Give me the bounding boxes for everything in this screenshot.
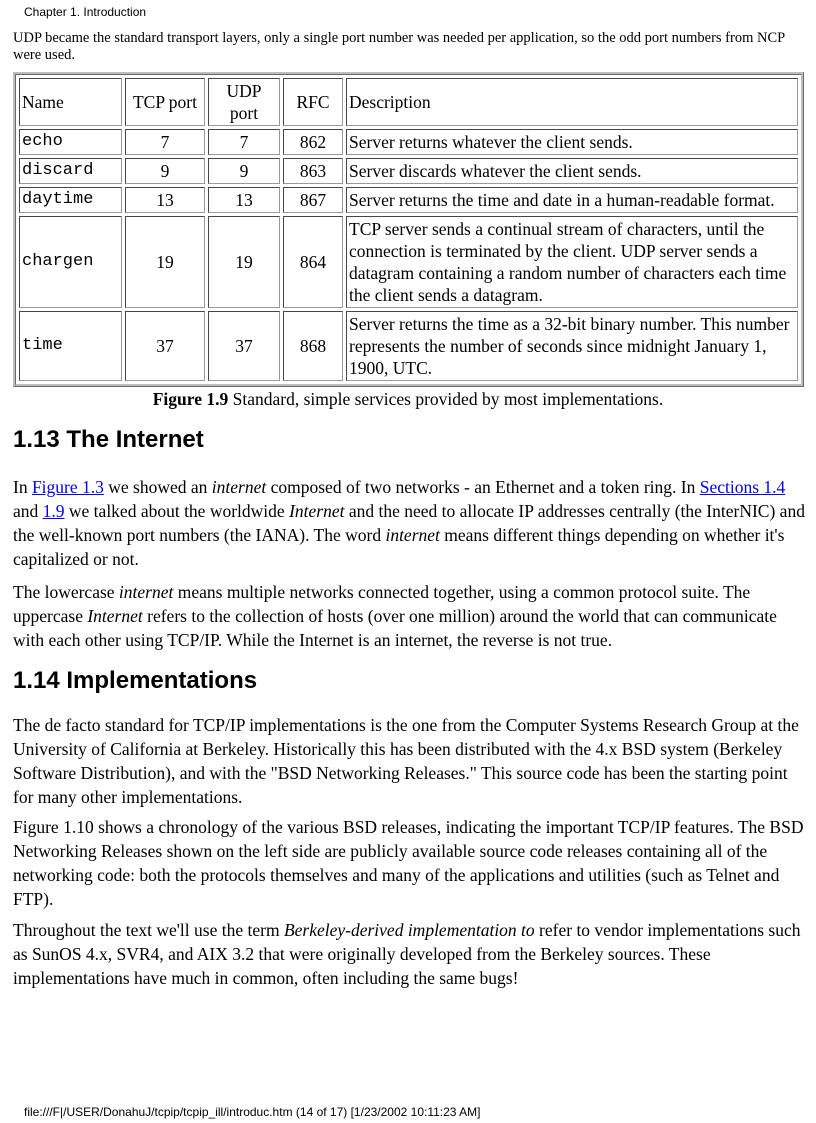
emphasis: Internet [289,501,345,521]
link-section-1-9[interactable]: 1.9 [42,501,65,521]
tcp-port: 13 [125,187,205,213]
table-row [19,158,798,184]
intro-text: UDP became the standard transport layers, only a single port number was needed per application, so the odd port numbers from NCP were used. [13,30,785,63]
text-run: In [13,477,32,497]
text-run: we talked about the worldwide [64,501,290,521]
rfc-number: 867 [283,187,343,213]
text-run: The lowercase [13,582,119,602]
impl-paragraph-3 [13,918,805,990]
services-table-wrap [13,72,804,387]
text-run: refer to vendor implementations such as SunOS 4.x, SVR4, and AIX 3.2 that were originally developed from the Berkeley sources. These implementations have much in common, often including the same bugs! [13,920,801,988]
rfc-number: 864 [283,216,343,308]
table-row [19,311,798,381]
section-title-implementations: 1.14 Implementations [13,667,258,694]
emphasis: Internet [87,606,143,626]
service-name: time [19,311,122,381]
link-figure-1-3[interactable]: Figure 1.3 [31,477,104,497]
table-row [19,216,798,308]
text-run: Throughout the text we'll use the term [13,920,284,940]
figure-caption [0,389,816,410]
service-name: daytime [19,187,122,213]
header-tcp-port: TCP port [125,78,205,126]
service-description: Server returns the time and date in a human-readable format. [346,187,798,213]
emphasis: internet [211,477,267,497]
udp-port: 19 [208,216,280,308]
impl-paragraph-2: Figure 1.10 shows a chronology of the various BSD releases, indicating the important TCP/IP features. The BSD Networking Releases shown on the left side are publicly available source code releases containing all of the networking code: both the protocols themselves and many of the applications and utilities (such as Telnet and FTP). [13,817,804,909]
service-description: Server discards whatever the client sends. [346,158,798,184]
tcp-port: 19 [125,216,205,308]
udp-port: 7 [208,129,280,155]
figure-label: Figure 1.9 [152,389,229,409]
rfc-number: 862 [283,129,343,155]
figure-caption-text: Standard, simple services provided by most implementations. [228,389,664,409]
table-header-row [19,78,798,126]
service-description: Server returns the time as a 32-bit binary number. This number represents the number of seconds since midnight January 1, 1900, UTC. [346,311,798,381]
emphasis: internet [385,525,440,545]
tcp-port: 9 [125,158,205,184]
header-description: Description [346,78,798,126]
services-table [13,72,804,387]
udp-port: 37 [208,311,280,381]
header-rfc: RFC [283,78,343,126]
text-run: and [13,501,43,521]
text-run: refers to the collection of hosts (over one million) around the world that can communicate with each other using TCP/IP. While the Internet is an internet, the reverse is not true. [13,606,777,650]
table-row [19,187,798,213]
impl-paragraph-1: The de facto standard for TCP/IP implementations is the one from the Computer Systems Research Group at the University of California at Berkeley. Historically this has been distributed with the 4.x BSD system (Berkeley Software Distribution), and with the "BSD Networking Releases." This source code has been the starting point for many other implementations. [13,715,799,807]
text-run: composed of two networks - an Ethernet and a token ring. In [266,477,700,497]
header-udp-port: UDP port [208,78,280,126]
service-description: Server returns whatever the client sends. [346,129,798,155]
section-title-internet: 1.13 The Internet [13,426,204,453]
tcp-port: 37 [125,311,205,381]
text-run: means multiple networks connected together, using a common protocol suite. The uppercase [13,582,751,626]
rfc-number: 868 [283,311,343,381]
text-run: and the need to allocate IP addresses centrally (the InterNIC) and the well-known port numbers (the IANA). The word [13,501,805,545]
service-description: TCP server sends a continual stream of characters, until the connection is terminated by the client. UDP server sends a datagram containing a random number of characters each time the client sends a datagram. [346,216,798,308]
link-sections-1-4[interactable]: Sections 1.4 [699,477,786,497]
service-name: discard [19,158,122,184]
file-path-footer: file:///F|/USER/DonahuJ/tcpip/tcpip_ill/introduc.htm (14 of 17) [1/23/2002 10:11:23 AM] [24,1105,481,1119]
header-name: Name [19,78,122,126]
internet-paragraph-2 [13,580,805,652]
chapter-header: Chapter 1. Introduction [24,5,147,19]
text-run: we showed an [103,477,212,497]
udp-port: 13 [208,187,280,213]
service-name: echo [19,129,122,155]
rfc-number: 863 [283,158,343,184]
text-run: means different things depending on whether it's capitalized or not. [13,525,785,569]
tcp-port: 7 [125,129,205,155]
emphasis: internet [118,582,174,602]
table-row [19,129,798,155]
udp-port: 9 [208,158,280,184]
internet-paragraph-1 [13,475,805,571]
emphasis: Berkeley-derived implementation to [283,920,535,940]
service-name: chargen [19,216,122,308]
